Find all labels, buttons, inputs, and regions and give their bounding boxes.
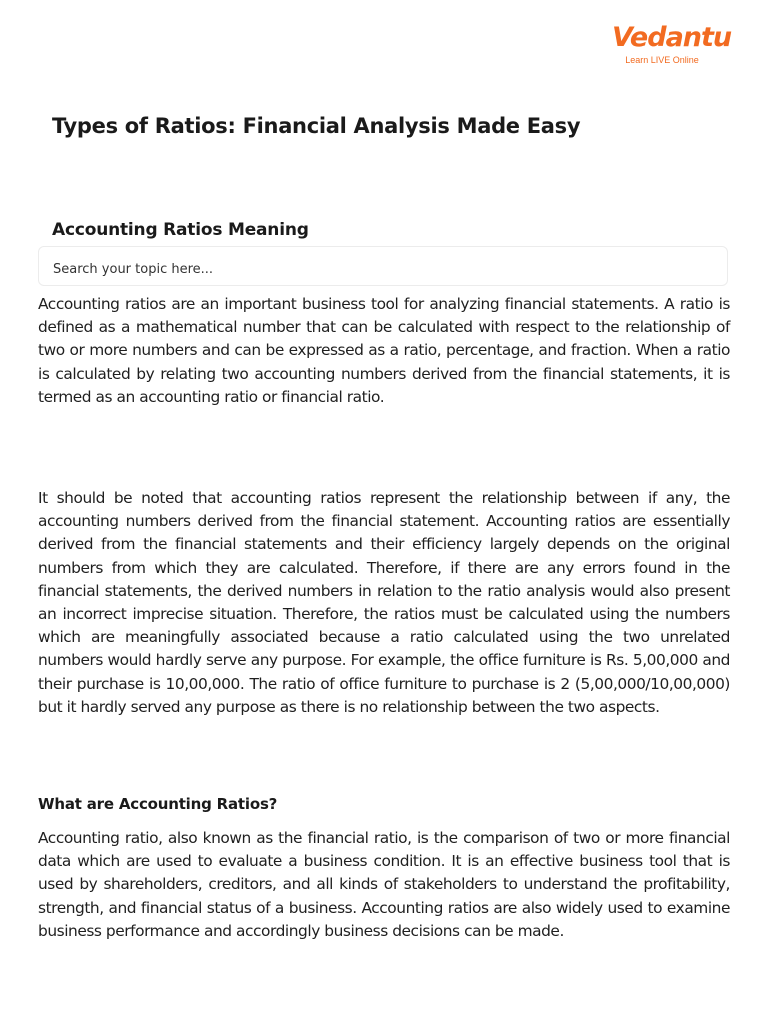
search-input[interactable] xyxy=(53,259,653,279)
vedantu-logo[interactable] xyxy=(612,22,732,65)
logo-wordmark: Vedantu xyxy=(612,22,732,53)
paragraph-what-are-ratios: Accounting ratio, also known as the financial ratio, is the comparison of two or more financial data which are used to evaluate a business condition. It is an effective business tool that is used by shareholders, creditors, and all kinds of stakeholders to understand the profitability, strength, and financial status of a business. Accounting ratios are also widely used to examine business performance and accordingly business decisions can be made. xyxy=(38,829,730,940)
paragraph-ratio-relationship: It should be noted that accounting ratios represent the relationship between if any, the accounting numbers derived from the financial statement. Accounting ratios are essentially derived from the financial statements and their efficiency largely depends on the original numbers from which they are calculated. Therefore, if there are any errors found in the financial statements, the derived numbers in relation to the ratio analysis would also present an incorrect imprecise situation. Therefore, the ratios must be calculated using the numbers which are meaningfully associated because a ratio calculated using the two unrelated numbers would hardly serve any purpose. For example, the office furniture is Rs. 5,00,000 and their purchase is 10,00,000. The ratio of office furniture to purchase is 2 (5,00,000/10,00,000) but it hardly served any purpose as there is no relationship between the two aspects. xyxy=(38,489,730,716)
search-box[interactable] xyxy=(38,246,728,286)
paragraph-meaning-intro: Accounting ratios are an important business tool for analyzing financial statements. A ratio is defined as a mathematical number that can be calculated with respect to the relationship of two or more numbers and can be expressed as a ratio, percentage, and fraction. When a ratio is calculated by relating two accounting numbers derived from the financial statements, it is termed as an accounting ratio or financial ratio. xyxy=(38,295,730,406)
sub-heading-what-are-ratios: What are Accounting Ratios? xyxy=(38,795,278,813)
page-title: Types of Ratios: Financial Analysis Made Easy xyxy=(52,114,581,138)
section-title: Accounting Ratios Meaning xyxy=(52,220,309,240)
logo-tagline: Learn LIVE Online xyxy=(625,55,699,65)
